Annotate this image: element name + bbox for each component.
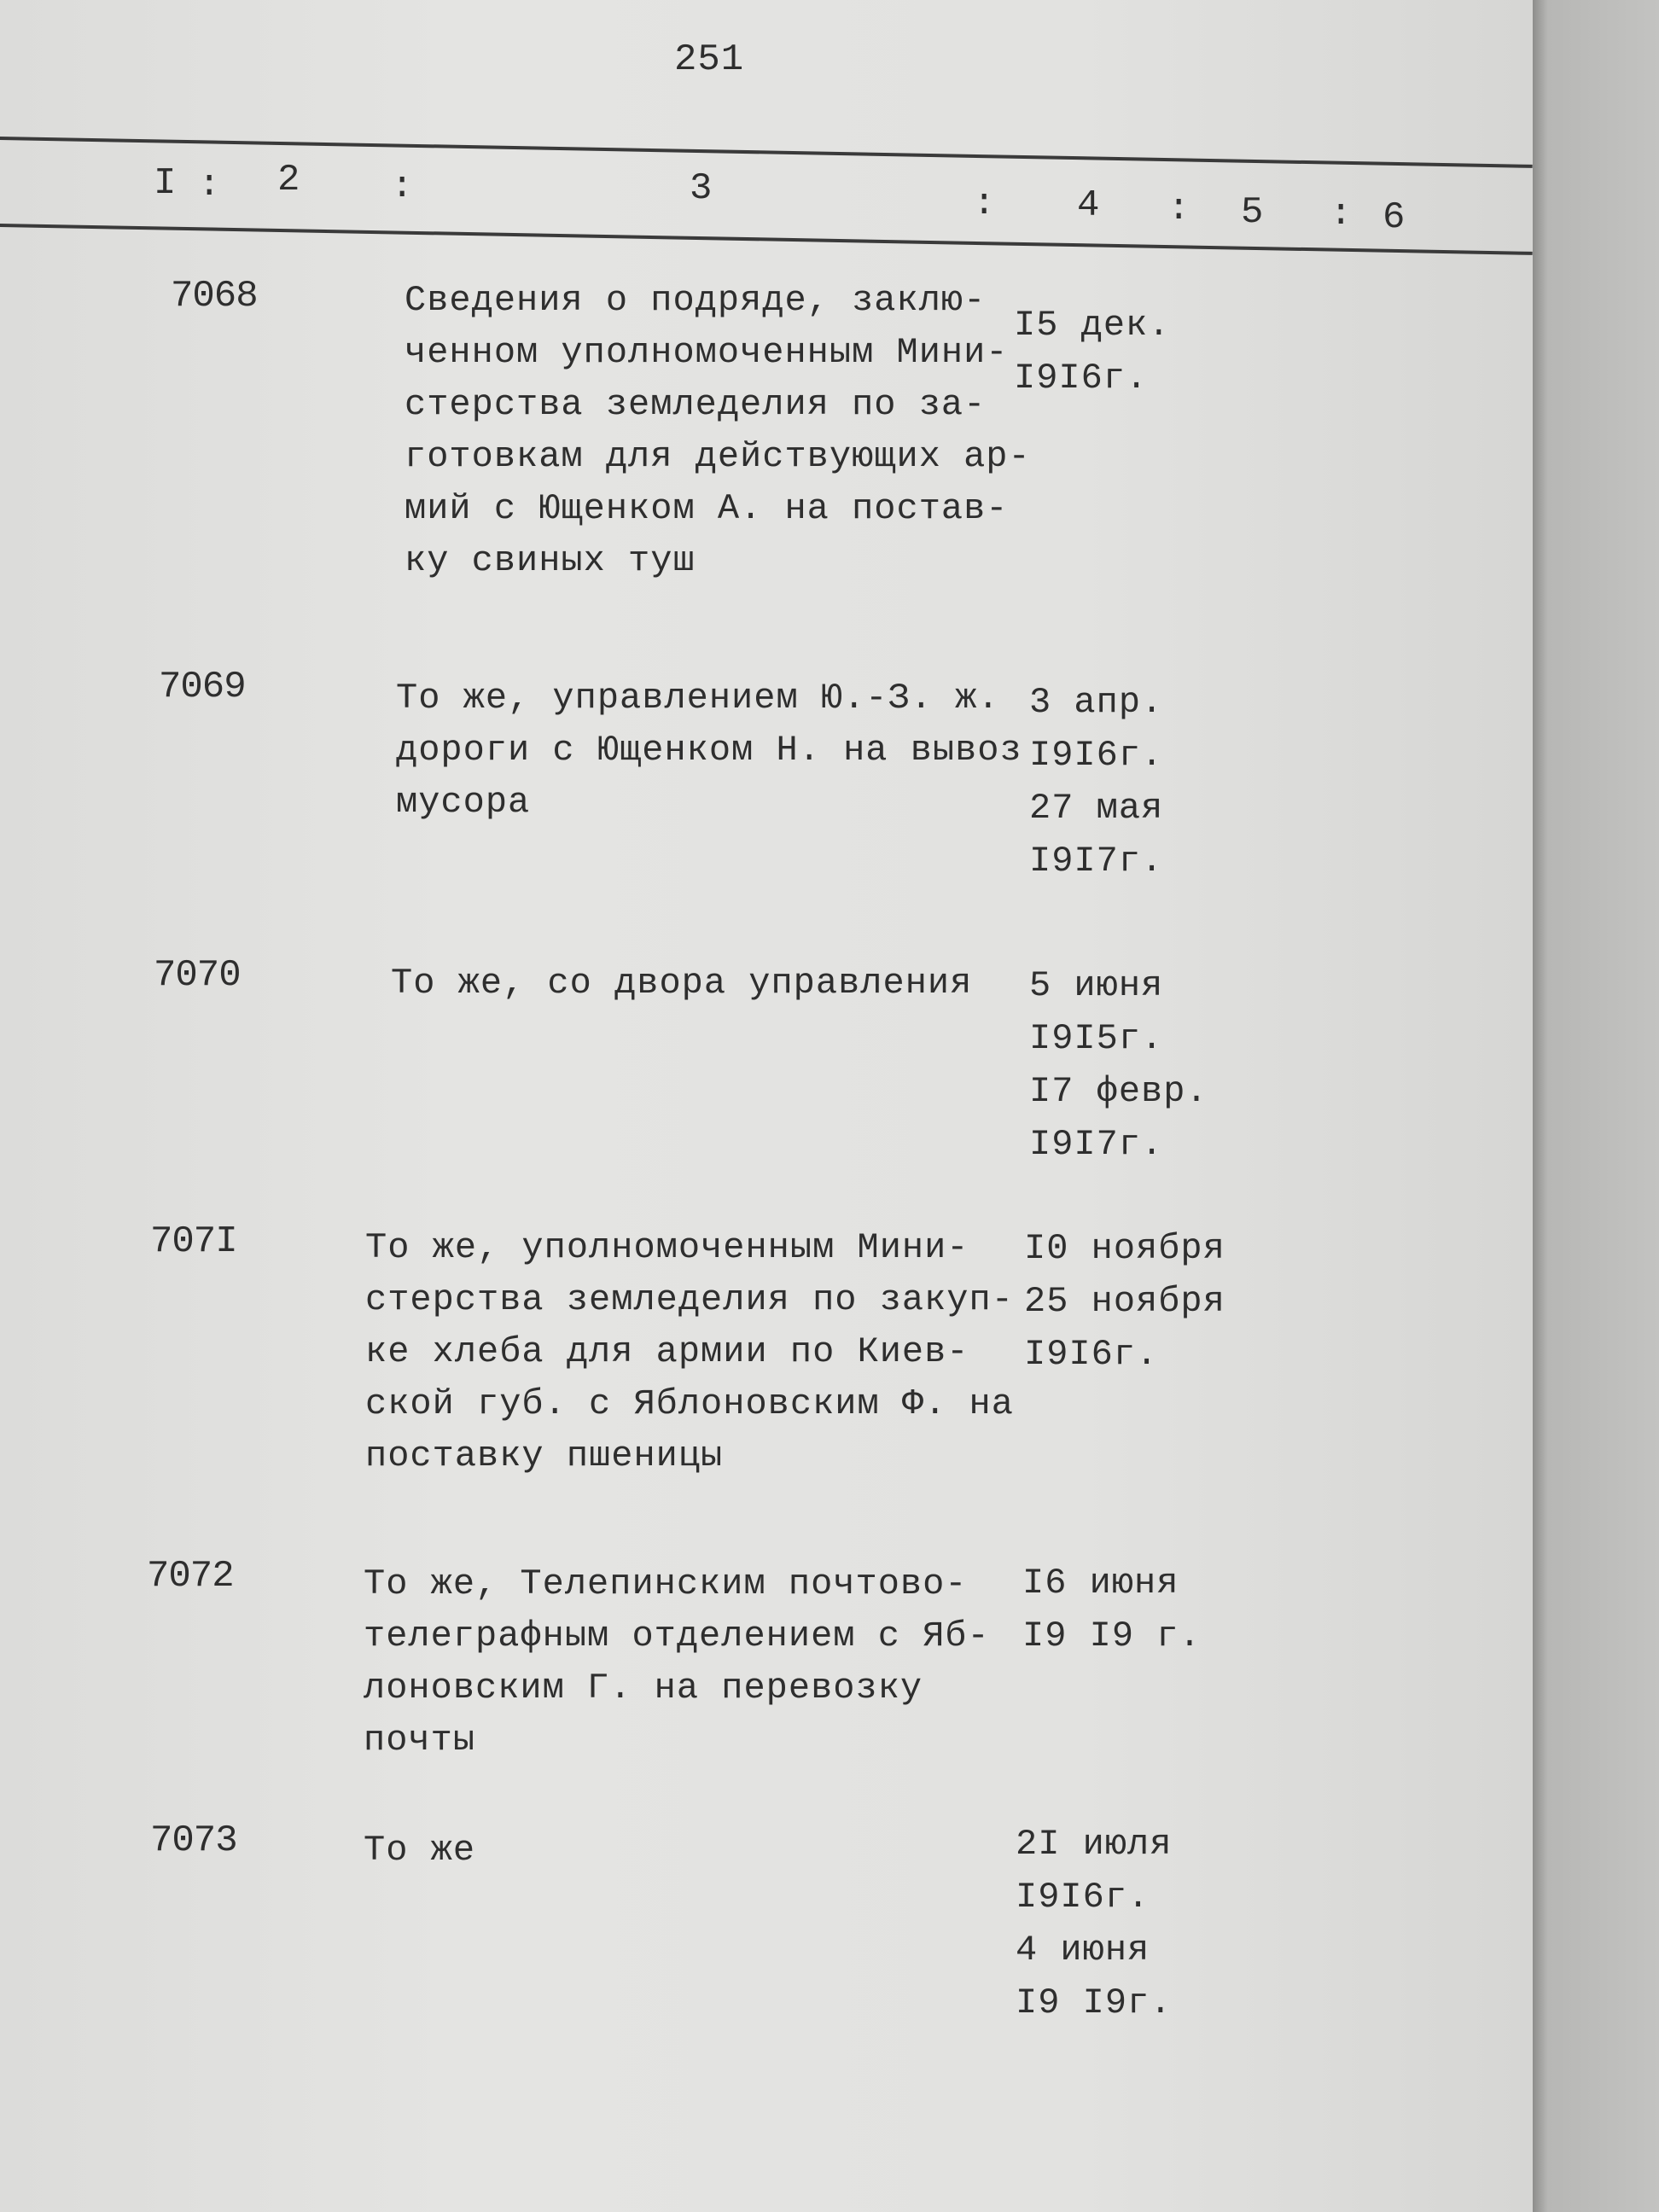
description-line: стерства земледелия по за- — [405, 384, 987, 425]
date-line: 27 мая — [1029, 788, 1164, 829]
description-line: ке хлеба для армии по Киев- — [365, 1331, 969, 1372]
description-line: То же, Телепинским почтово- — [364, 1563, 968, 1604]
column-4-label: 4 — [1077, 184, 1100, 227]
date-line: I9I5г. — [1029, 1018, 1164, 1059]
entry-number: 7072 — [147, 1555, 234, 1598]
column-separator: : — [973, 183, 996, 225]
entry-description — [365, 1222, 1014, 1482]
entry-number: 7070 — [154, 954, 241, 997]
column-2-label: 2 — [277, 159, 300, 201]
entry-number: 707I — [150, 1220, 237, 1263]
date-line: I0 ноября — [1024, 1228, 1225, 1269]
column-3-label: 3 — [690, 167, 713, 210]
column-header — [0, 154, 1533, 239]
date-line: I9I6г. — [1024, 1334, 1159, 1375]
description-line: То же — [364, 1830, 476, 1871]
date-line: 3 апр. — [1029, 682, 1164, 723]
entry-dates — [1016, 1818, 1172, 2029]
entry-dates — [1029, 676, 1163, 888]
entry-description — [391, 958, 972, 1010]
date-line: 5 июня — [1029, 965, 1164, 1006]
description-line: телеграфным отделением с Яб- — [364, 1615, 990, 1656]
entry-description — [364, 1825, 475, 1877]
column-5-label: 5 — [1241, 191, 1264, 234]
date-line: I6 июня — [1022, 1563, 1179, 1604]
date-line: I9I7г. — [1029, 1124, 1164, 1165]
date-line: I9I6г. — [1016, 1877, 1150, 1918]
description-line: мий с Ющенком А. на постав- — [405, 488, 1009, 529]
description-line: То же, со двора управления — [391, 963, 973, 1004]
description-line: Сведения о подряде, заклю- — [405, 280, 987, 321]
description-line: ской губ. с Яблоновским Ф. на — [365, 1383, 1014, 1424]
page-edge — [1533, 0, 1659, 2212]
description-line: дороги с Ющенком Н. на вывоз — [396, 730, 1022, 771]
description-line: То же, управлением Ю.-З. ж. — [396, 678, 1000, 719]
date-line: 25 ноября — [1024, 1281, 1225, 1322]
date-line: I9 I9г. — [1016, 1982, 1173, 2023]
description-line: ченном уполномоченным Мини- — [405, 332, 1009, 373]
entry-dates — [1014, 299, 1170, 405]
description-line: стерства земледелия по закуп- — [365, 1279, 1014, 1320]
date-line: I5 дек. — [1014, 305, 1171, 346]
entry-dates — [1029, 959, 1208, 1171]
entry-dates — [1024, 1222, 1225, 1381]
entry-description — [396, 672, 1022, 829]
column-1-label: I — [154, 162, 177, 205]
date-line: I9I7г. — [1029, 841, 1164, 882]
page-number: 251 — [674, 38, 745, 81]
description-line: мусора — [396, 782, 531, 823]
entry-number: 7068 — [171, 275, 258, 317]
entry-dates — [1022, 1557, 1202, 1662]
column-6-label: 6 — [1382, 196, 1406, 239]
description-line: готовкам для действующих ар- — [405, 436, 1031, 477]
entry-description — [364, 1558, 990, 1767]
description-line: поставку пшеницы — [365, 1435, 724, 1476]
date-line: I7 февр. — [1029, 1071, 1208, 1112]
column-separator: : — [1330, 193, 1353, 236]
date-line: 4 июня — [1016, 1930, 1150, 1970]
entry-number: 7073 — [150, 1819, 237, 1862]
description-line: почты — [364, 1720, 476, 1761]
description-line: лоновским Г. на перевозку — [364, 1668, 923, 1708]
entry-number: 7069 — [159, 666, 246, 708]
date-line: I9I6г. — [1014, 358, 1149, 399]
description-line: ку свиных туш — [405, 540, 696, 581]
entry-description — [405, 275, 1031, 587]
date-line: 2I июля — [1016, 1824, 1173, 1865]
description-line: То же, уполномоченным Мини- — [365, 1227, 969, 1268]
date-line: I9I6г. — [1029, 735, 1164, 776]
date-line: I9 I9 г. — [1022, 1615, 1202, 1656]
column-separator: : — [391, 166, 414, 208]
column-separator: : — [198, 164, 221, 207]
column-separator: : — [1167, 188, 1190, 230]
